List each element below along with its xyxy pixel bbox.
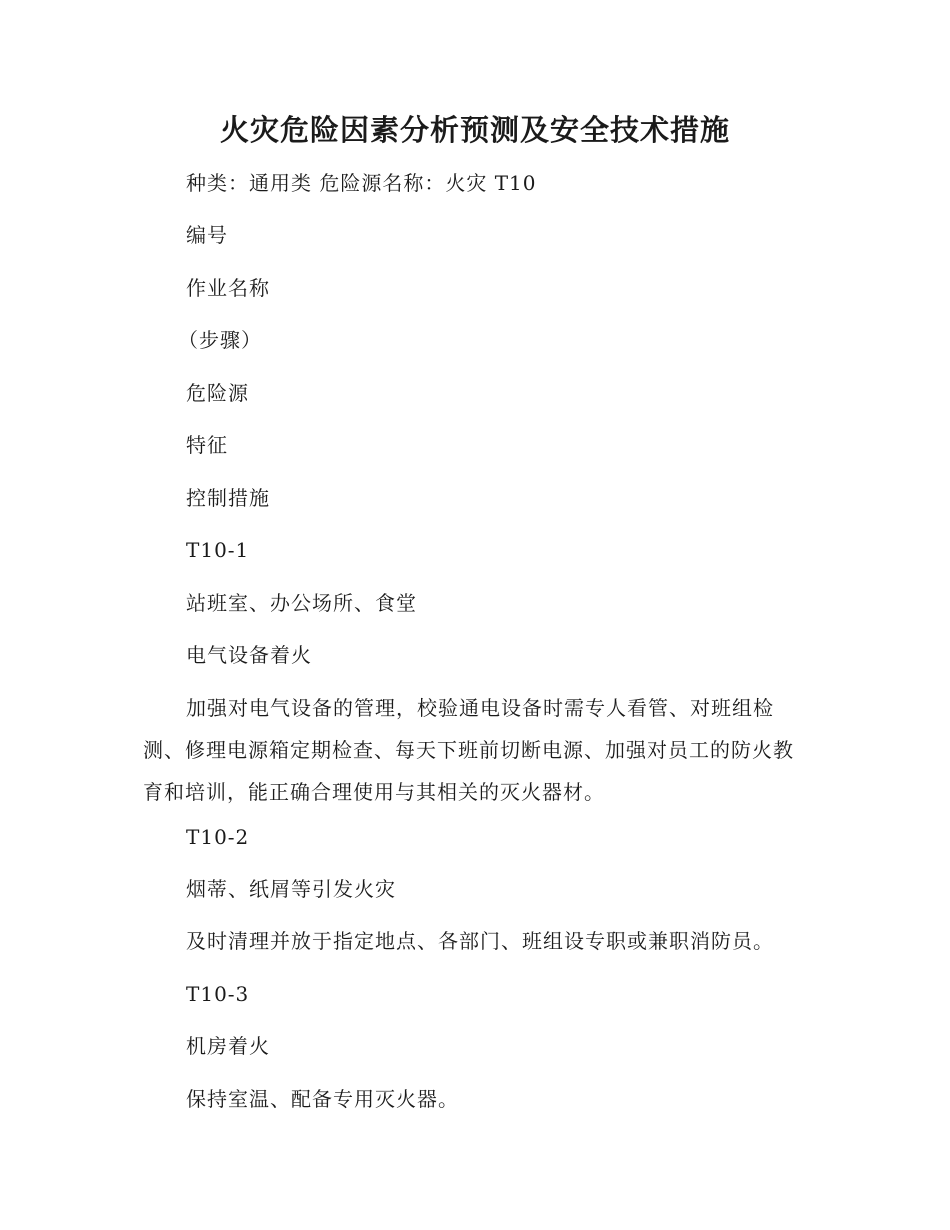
label-feature: 特征 (186, 433, 228, 457)
entry-measures-t10-2: 及时清理并放于指定地点、各部门、班组设专职或兼职消防员。 (186, 929, 774, 953)
label-step: （步骤） (178, 328, 262, 352)
label-control-measures: 控制措施 (186, 486, 270, 510)
entry-id-t10-2: T10-2 (186, 825, 250, 849)
entry-id-t10-3: T10-3 (186, 982, 250, 1006)
label-hazard-source: 危险源 (186, 381, 249, 405)
entry-hazard-t10-1: 电气设备着火 (186, 643, 312, 667)
entry-id-t10-1: T10-1 (186, 538, 250, 562)
entry-measures-t10-3: 保持室温、配备专用灭火器。 (186, 1087, 459, 1111)
category-line: 种类：通用类 危险源名称：火灾 T10 (186, 171, 537, 195)
label-number: 编号 (186, 223, 228, 247)
document-title: 火灾危险因素分析预测及安全技术措施 (219, 113, 730, 147)
entry-location-t10-1: 站班室、办公场所、食堂 (186, 591, 417, 615)
entry-hazard-t10-3: 机房着火 (186, 1034, 270, 1058)
label-job-name: 作业名称 (186, 276, 270, 300)
entry-hazard-t10-2: 烟蒂、纸屑等引发火灾 (186, 877, 396, 901)
entry-measures-t10-1: 加强对电气设备的管理，校验通电设备时需专人看管、对班组检测、修理电源箱定期检查、每天下班前切断电源、加强对员工的防火教育和培训，能正确合理使用与其相关的灭火器材。 (143, 696, 794, 804)
